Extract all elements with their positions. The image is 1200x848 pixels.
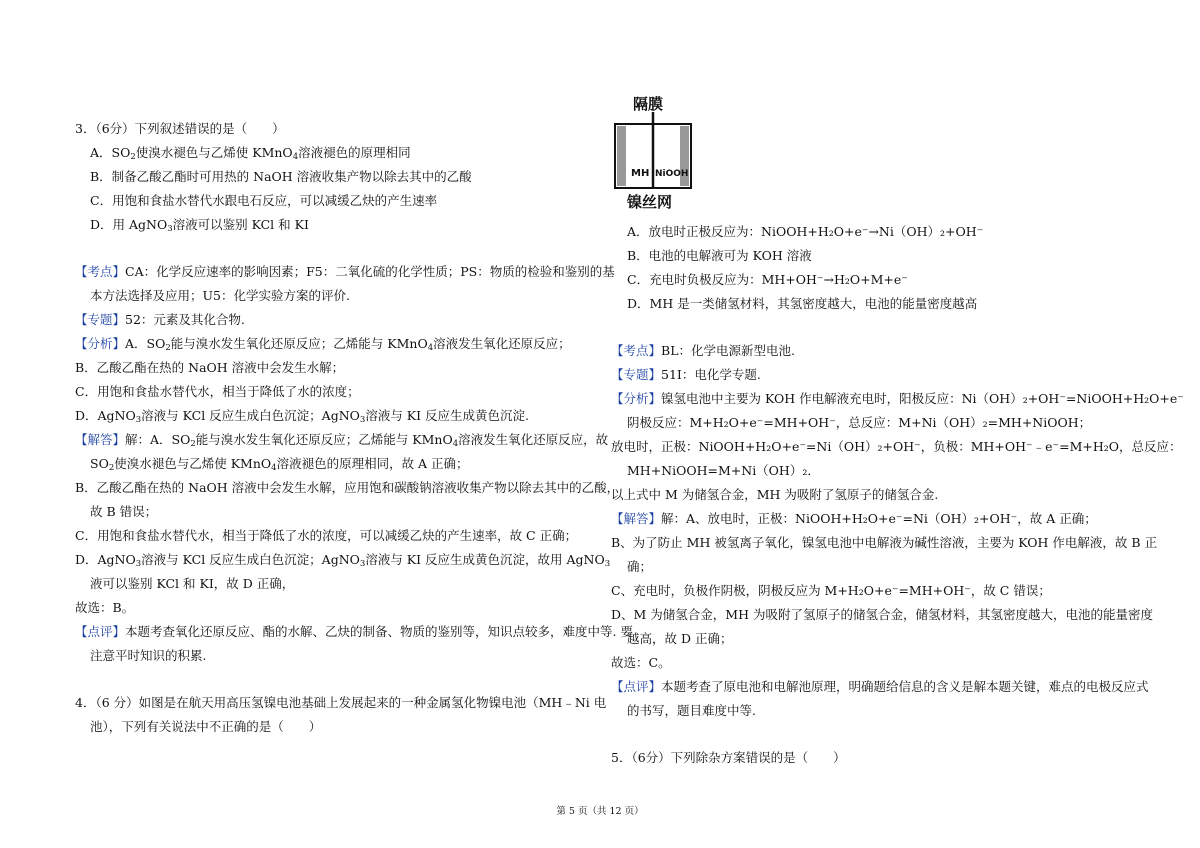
q4-jieda-d1: D、M 为储氢合金，MH 为吸附了氢原子的储氢合金，储氢材料，其氢密度越大，电池的能量密度 bbox=[611, 607, 1153, 622]
diagram-bottom-label: 镍丝网 bbox=[627, 193, 673, 211]
q4-kaodian: 【考点】BL：化学电源新型电池. bbox=[611, 343, 795, 358]
kaodian-tag: 【考点】 bbox=[75, 264, 126, 279]
q4-option-b: B．电池的电解液可为 KOH 溶液 bbox=[627, 248, 812, 263]
fenxi-tag: 【分析】 bbox=[75, 336, 126, 351]
q4-dianping-1: 【点评】本题考查了原电池和电解池原理，明确题给信息的含义是解本题关键，难点的电极反应式 bbox=[611, 679, 1149, 694]
zhuanti-tag: 【专题】 bbox=[611, 367, 662, 382]
q4-jieda-a: 【解答】解：A、放电时，正极：NiOOH+H₂O+e⁻=Ni（OH）₂+OH⁻，故 A 正确； bbox=[611, 511, 1097, 526]
q5-stem: 5．（6分）下列除杂方案错误的是（ ） bbox=[611, 750, 846, 765]
q4-fenxi-2: 阴极反应：M+H₂O+e⁻=MH+OH⁻，总反应：M+Ni（OH）₂=MH+NiOOH； bbox=[627, 415, 1092, 430]
q4-jieda-d2: 越高，故 D 正确； bbox=[627, 631, 733, 646]
q3-option-d: D．用 AgNO$_3$溶液可以鉴别 KCl 和 KI bbox=[90, 217, 309, 234]
zhuanti-tag: 【专题】 bbox=[75, 312, 126, 327]
q3-fenxi-c: C．用饱和食盐水替代水，相当于降低了水的浓度； bbox=[75, 384, 360, 399]
jieda-tag: 【解答】 bbox=[75, 432, 126, 447]
q3-fenxi-d: D．AgNO$_3$溶液与 KCl 反应生成白色沉淀；AgNO$_3$溶液与 KI 反应生成黄色沉淀. bbox=[75, 408, 530, 425]
q4-stem-1: 4．（6 分）如图是在航天用高压氢镍电池基础上发展起来的一种金属氢化物镍电池（MH﹣Ni 电 bbox=[75, 695, 607, 710]
q4-jieda-c: C、充电时，负极作阴极，阴极反应为 M+H₂O+e⁻=MH+OH⁻，故 C 错误； bbox=[611, 583, 1051, 598]
q3-fenxi-a: 【分析】A．$SO_2$能与溴水发生氧化还原反应；乙烯能与 KMnO$_4$溶液发生氧化还原反应； bbox=[75, 336, 571, 353]
q4-fenxi-1: 【分析】镍氢电池中主要为 KOH 作电解液充电时，阳极反应：Ni（OH）₂+OH⁻=NiOOH+H₂O+e⁻ bbox=[611, 391, 1184, 406]
diagram-right-label: NiOOH bbox=[655, 169, 689, 179]
battery-diagram bbox=[613, 94, 695, 214]
q3-kaodian-1: 【考点】CA：化学反应速率的影响因素；F5：二氧化硫的化学性质；PS：物质的检验和鉴别的基 bbox=[75, 264, 615, 279]
q3-jieda-b2: 故 B 错误； bbox=[90, 504, 158, 519]
left-electrode bbox=[617, 126, 626, 186]
q3-answer: 故选：B。 bbox=[75, 600, 135, 615]
q3-jieda-a1: 【解答】解：A．$SO_2$能与溴水发生氧化还原反应；乙烯能与 KMnO$_4$溶液发生氧化还原反应，故 bbox=[75, 432, 609, 449]
q4-option-d: D．MH 是一类储氢材料，其氢密度越大，电池的能量密度越高 bbox=[627, 296, 978, 311]
diagram-left-label: MH bbox=[631, 168, 650, 179]
diagram-top-label: 隔膜 bbox=[633, 95, 664, 113]
q4-jieda-b1: B、为了防止 MH 被氢离子氧化，镍氢电池中电解液为碱性溶液，主要为 KOH 作电解液，故 B 正 bbox=[611, 535, 1158, 550]
q4-fenxi-3: 放电时，正极：NiOOH+H₂O+e⁻=Ni（OH）₂+OH⁻，负极：MH+OH⁻﹣e⁻=M+H₂O，总反应： bbox=[611, 439, 1182, 454]
dianping-tag: 【点评】 bbox=[611, 679, 662, 694]
q4-fenxi-4: MH+NiOOH=M+Ni（OH）₂． bbox=[627, 463, 820, 478]
q3-fenxi-b: B．乙酸乙酯在热的 NaOH 溶液中会发生水解； bbox=[75, 360, 345, 375]
q4-option-c: C．充电时负极反应为：MH+OH⁻→H₂O+M+e⁻ bbox=[627, 272, 908, 287]
q3-option-a: A．$SO_2$使溴水褪色与乙烯使 KMnO$_4$溶液褪色的原理相同 bbox=[90, 145, 411, 162]
q3-option-c: C．用饱和食盐水替代水跟电石反应，可以减缓乙炔的产生速率 bbox=[90, 193, 438, 208]
q4-jieda-b2: 确； bbox=[627, 559, 653, 574]
battery-diagram-svg bbox=[613, 94, 695, 214]
q3-zhuanti: 【专题】52：元素及其化合物. bbox=[75, 312, 245, 327]
q3-jieda-a2: $SO_2$使溴水褪色与乙烯使 KMnO$_4$溶液褪色的原理相同，故 A 正确； bbox=[90, 456, 469, 473]
q3-kaodian-2: 本方法选择及应用；U5：化学实验方案的评价. bbox=[90, 288, 350, 303]
q4-option-a: A．放电时正极反应为：NiOOH+H₂O+e⁻→Ni（OH）₂+OH⁻ bbox=[627, 224, 984, 239]
q3-dianping-2: 注意平时知识的积累. bbox=[90, 648, 207, 663]
dianping-tag: 【点评】 bbox=[75, 624, 126, 639]
q4-answer: 故选：C。 bbox=[611, 655, 671, 670]
q4-fenxi-5: 以上式中 M 为储氢合金，MH 为吸附了氢原子的储氢合金. bbox=[611, 487, 939, 502]
q3-jieda-c: C．用饱和食盐水替代水，相当于降低了水的浓度，可以减缓乙炔的产生速率，故 C 正确； bbox=[75, 528, 578, 543]
q3-jieda-b1: B．乙酸乙酯在热的 NaOH 溶液中会发生水解，应用饱和碳酸钠溶液收集产物以除去其中的乙酸， bbox=[75, 480, 620, 495]
q4-dianping-2: 的书写，题目难度中等. bbox=[627, 703, 756, 718]
q3-stem: 3．（6分）下列叙述错误的是（ ） bbox=[75, 121, 285, 136]
q3-jieda-d2: 液可以鉴别 KCl 和 KI，故 D 正确， bbox=[90, 576, 295, 591]
q3-option-b: B．制备乙酸乙酯时可用热的 NaOH 溶液收集产物以除去其中的乙酸 bbox=[90, 169, 472, 184]
jieda-tag: 【解答】 bbox=[611, 511, 662, 526]
q3-dianping-1: 【点评】本题考查氧化还原反应、酯的水解、乙炔的制备、物质的鉴别等，知识点较多，难度中等. 要 bbox=[75, 624, 633, 639]
page-footer: 第 5 页（共 12 页） bbox=[556, 806, 644, 817]
fenxi-tag: 【分析】 bbox=[611, 391, 662, 406]
q3-jieda-d1: D．AgNO$_3$溶液与 KCl 反应生成白色沉淀；AgNO$_3$溶液与 KI 反应生成黄色沉淀，故用 AgNO$_3$ bbox=[75, 552, 611, 569]
q4-stem-2: 池），下列有关说法中不正确的是（ ） bbox=[90, 719, 322, 734]
kaodian-tag: 【考点】 bbox=[611, 343, 662, 358]
q4-zhuanti: 【专题】51I：电化学专题. bbox=[611, 367, 761, 382]
